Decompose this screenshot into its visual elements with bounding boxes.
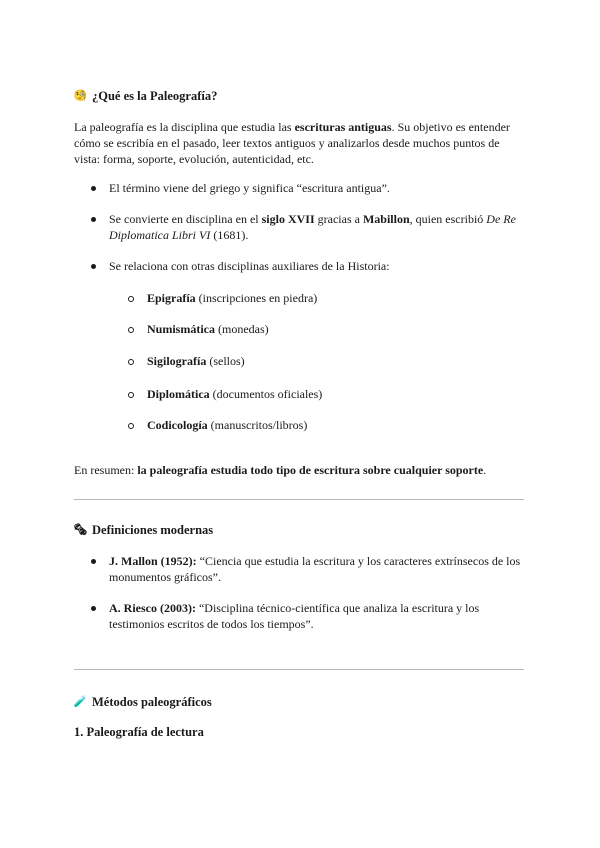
definition-text: “Disciplina técnico-científica que analiza la escritura y los testimonios escritos de todos los tiempos”.: [109, 601, 480, 631]
summary-bold: la paleografía estudia todo tipo de escritura sobre cualquier soporte: [137, 463, 484, 477]
sub-list-item: [128, 417, 307, 433]
list-item: [91, 600, 531, 632]
section-title: Métodos paleográficos: [92, 695, 212, 709]
intro-paragraph: [74, 119, 526, 167]
hollow-bullet-icon: [128, 392, 134, 398]
bullet-icon: [91, 606, 96, 611]
sub-item-desc: (monedas): [215, 322, 269, 336]
sub-item-term: Sigilografía: [147, 354, 207, 368]
summary-paragraph: En resumen: la paleografía estudia todo tipo de escritura sobre cualquier soporte.: [74, 463, 487, 477]
sub-list-item: [128, 353, 245, 369]
hollow-bullet-icon: [128, 359, 134, 365]
bullet-icon: [91, 264, 96, 269]
bullet-icon: [91, 186, 96, 191]
list-item: [91, 258, 531, 274]
sub-item-term: Epigrafía: [147, 291, 196, 305]
subheading-reading: [74, 725, 204, 740]
definition-author: J. Mallon (1952):: [109, 554, 197, 568]
bullet-text: Se relaciona con otras disciplinas auxiliares de la Historia:: [109, 259, 390, 273]
section-heading-methods: [74, 695, 212, 710]
sub-item-desc: (inscripciones en piedra): [195, 291, 318, 305]
newspaper-icon: 🗞: [73, 524, 88, 536]
bullet-text: Se convierte en disciplina en el siglo XVII gracias a Mabillon, quien escribió De Re Diplomatica Libri VI (1681).: [109, 212, 516, 242]
sub-list-item: [128, 386, 322, 402]
test-tube-icon: 🧪: [73, 696, 88, 708]
hollow-bullet-icon: [128, 327, 134, 333]
intro-text-2: . Su objetivo es entender cómo se escribía en el pasado, leer textos antiguos y analizarlos desde muchos puntos de vista: forma, soporte, evolución, autenticidad, etc.: [74, 120, 510, 166]
definition-author: A. Riesco (2003):: [109, 601, 196, 615]
list-item: [91, 553, 531, 585]
list-item: [91, 211, 531, 243]
sub-item-term: Diplomática: [147, 387, 210, 401]
face-icon: 🧐: [73, 90, 88, 102]
bullet-icon: [91, 217, 96, 222]
sub-item-desc: (manuscritos/libros): [207, 418, 308, 432]
subheading-text: 1. Paleografía de lectura: [74, 725, 204, 739]
sub-item-desc: (documentos oficiales): [209, 387, 323, 401]
sub-item-term: Numismática: [147, 322, 215, 336]
list-item: [91, 180, 531, 196]
section-title: Definiciones modernas: [92, 523, 214, 537]
definition-text: “Ciencia que estudia la escritura y los caracteres extrínsecos de los monumentos gráficos”.: [109, 554, 521, 584]
section-heading-definitions: [74, 523, 213, 538]
sub-item-desc: (sellos): [206, 354, 245, 368]
intro-bold: escrituras antiguas: [294, 120, 392, 134]
sub-list-item: [128, 290, 317, 306]
hollow-bullet-icon: [128, 296, 134, 302]
section-heading-what-is: [74, 89, 217, 104]
divider: [74, 499, 524, 500]
sub-item-term: Codicología: [147, 418, 208, 432]
sub-list-item: [128, 321, 269, 337]
bullet-text: El término viene del griego y significa “escritura antigua”.: [109, 181, 390, 195]
divider: [74, 669, 524, 670]
bullet-icon: [91, 559, 96, 564]
hollow-bullet-icon: [128, 423, 134, 429]
section-title: ¿Qué es la Paleografía?: [92, 89, 218, 103]
intro-text-1: La paleografía es la disciplina que estudia las: [74, 120, 295, 134]
